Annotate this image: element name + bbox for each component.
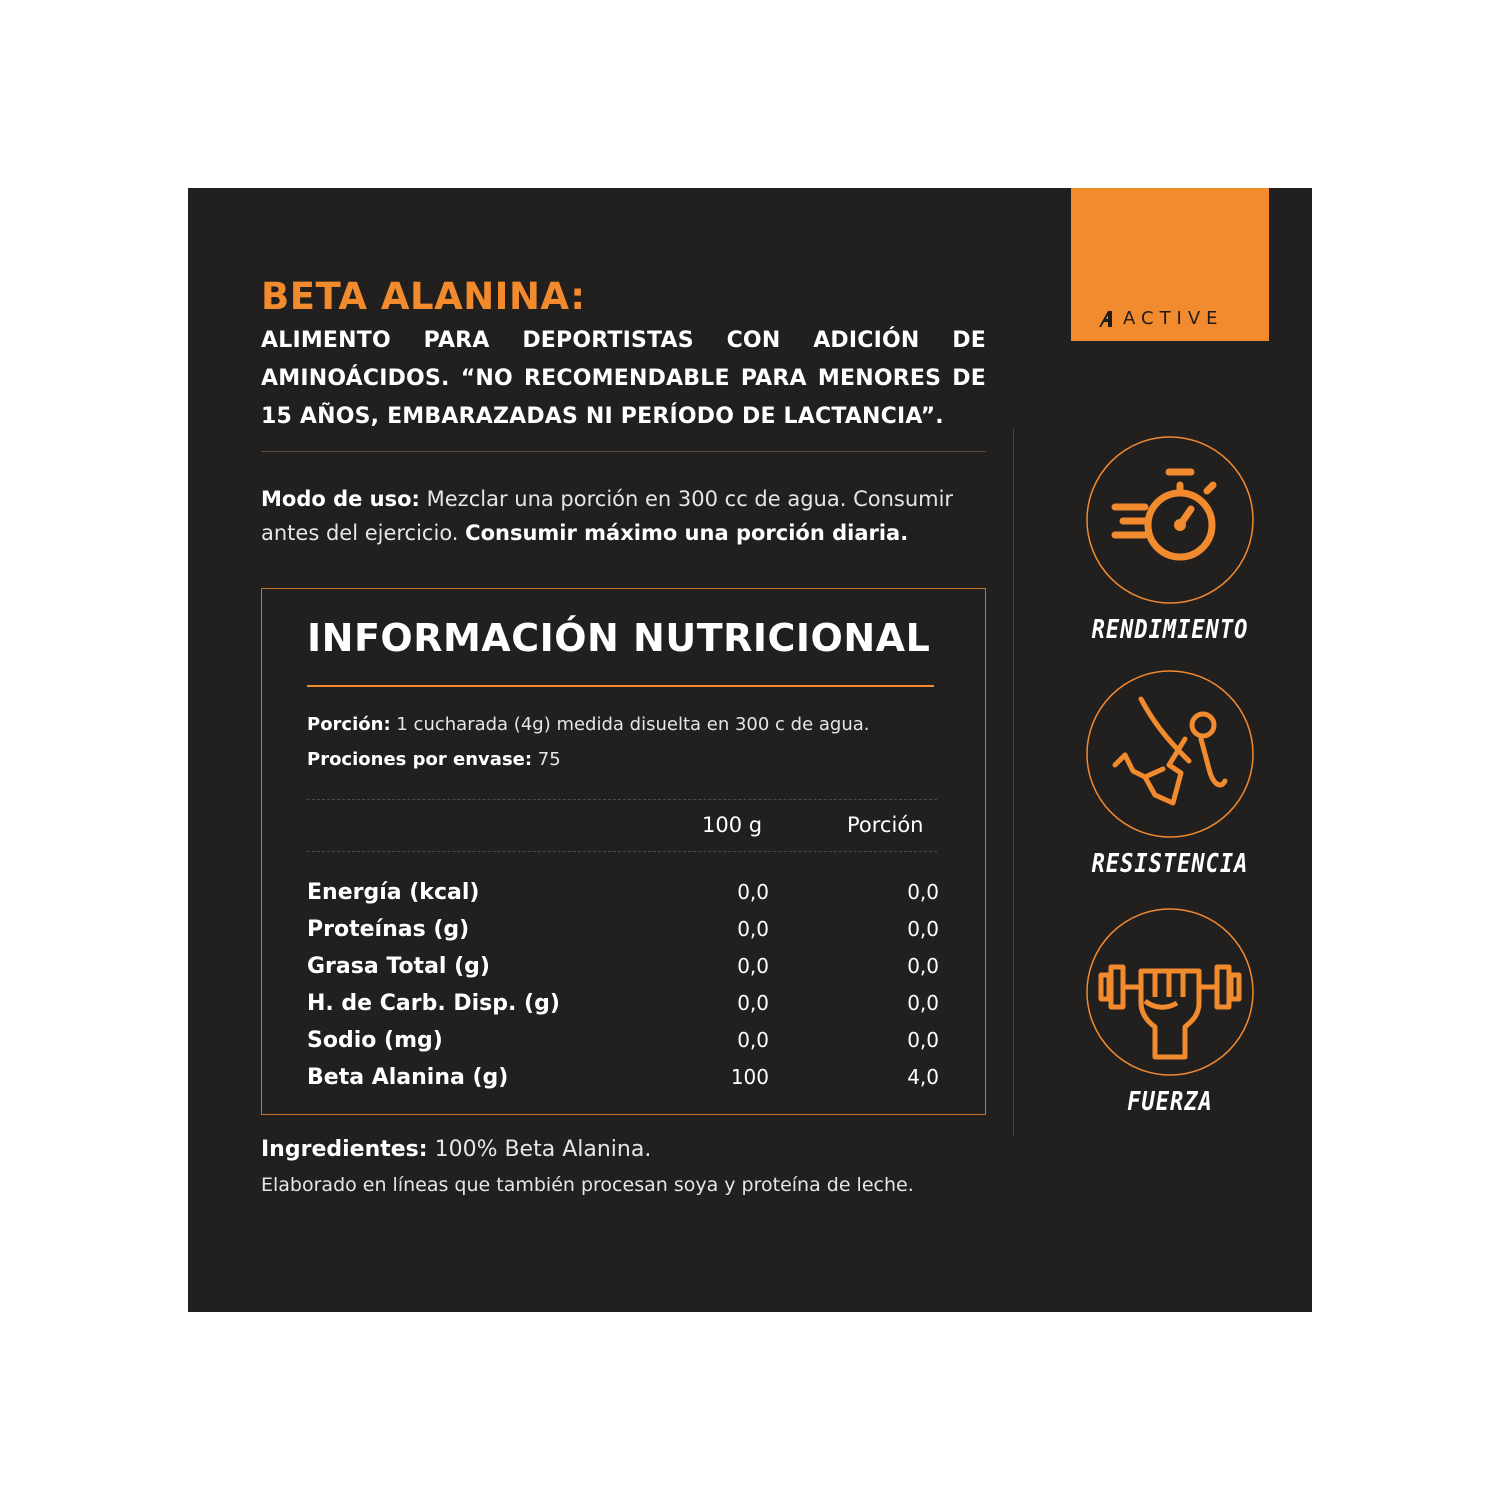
- value-per-100g: 0,0: [737, 954, 769, 978]
- value-per-portion: 0,0: [907, 1028, 939, 1052]
- brand-name: ACTIVE: [1123, 308, 1224, 329]
- table-row: [307, 911, 939, 948]
- usage-text: Mezclar una porción en 300 cc de agua. Consumir antes del ejercicio.: [261, 487, 954, 545]
- allergen-note: Elaborado en líneas que también procesan soya y proteína de leche.: [261, 1174, 914, 1196]
- benefit-fuerza: [1085, 907, 1255, 1117]
- ingredients: [261, 1132, 651, 1168]
- value-per-100g: 100: [730, 1065, 769, 1089]
- nutrient-name: Beta Alanina (g): [307, 1065, 509, 1090]
- benefit-resistencia: [1085, 669, 1255, 879]
- ingredients-value: 100% Beta Alanina.: [427, 1137, 652, 1162]
- vertical-divider: [1013, 428, 1014, 1136]
- stopwatch-speed-icon: [1085, 435, 1255, 605]
- nutrient-name: Sodio (mg): [307, 1028, 443, 1053]
- value-per-100g: 0,0: [737, 1028, 769, 1052]
- ingredients-label: Ingredientes:: [261, 1137, 428, 1162]
- brand-box: [1071, 188, 1269, 341]
- column-header-portion: Porción: [847, 813, 924, 837]
- a-logo-icon: [1099, 311, 1117, 327]
- value-per-100g: 0,0: [737, 991, 769, 1015]
- servings-line: [307, 742, 870, 777]
- table-row: [307, 948, 939, 985]
- value-per-portion: 4,0: [907, 1065, 939, 1089]
- nutrient-name: H. de Carb. Disp. (g): [307, 991, 560, 1016]
- dashed-divider: [307, 799, 937, 800]
- product-description: ALIMENTO PARA DEPORTISTAS CON ADICIÓN DE AMINOÁCIDOS. “NO RECOMENDABLE PARA MENORES DE 15 AÑOS, EMBARAZADAS NI PERÍODO DE LACTANCIA”.: [261, 328, 986, 429]
- benefit-label: FUERZA: [1127, 1088, 1213, 1117]
- dashed-divider: [307, 851, 937, 852]
- portion-label: Porción:: [307, 714, 391, 735]
- nutrient-name: Grasa Total (g): [307, 954, 490, 979]
- nutrition-rows: [307, 874, 939, 1096]
- benefit-rendimiento: [1085, 435, 1255, 645]
- nutrient-name: Energía (kcal): [307, 880, 480, 905]
- nutrition-title: INFORMACIÓN NUTRICIONAL: [307, 616, 931, 660]
- benefit-label: RENDIMIENTO: [1091, 616, 1249, 645]
- benefit-label: RESISTENCIA: [1091, 850, 1249, 879]
- value-per-100g: 0,0: [737, 917, 769, 941]
- value-per-100g: 0,0: [737, 880, 769, 904]
- value-per-portion: 0,0: [907, 917, 939, 941]
- column-header-100g: 100 g: [702, 813, 763, 837]
- servings-label: Prociones por envase:: [307, 749, 533, 770]
- table-row: [307, 1022, 939, 1059]
- usage-emphasis: Consumir máximo una porción diaria.: [465, 521, 909, 545]
- value-per-portion: 0,0: [907, 880, 939, 904]
- value-per-portion: 0,0: [907, 954, 939, 978]
- nutrition-title-rule: [307, 685, 934, 687]
- product-title: BETA ALANINA:: [261, 275, 586, 318]
- table-row: [307, 874, 939, 911]
- portion-info: [307, 707, 870, 777]
- servings-value: 75: [532, 749, 561, 770]
- usage-label: Modo de uso:: [261, 487, 420, 511]
- fist-dumbbell-icon: [1085, 907, 1255, 1077]
- nutrient-name: Proteínas (g): [307, 917, 470, 942]
- divider: [261, 451, 986, 452]
- rope-climber-icon: [1085, 669, 1255, 839]
- portion-value: 1 cucharada (4g) medida disuelta en 300 c de agua.: [390, 714, 870, 735]
- usage-instructions: [261, 482, 1001, 550]
- nutrition-facts-box: [261, 588, 986, 1115]
- table-row: [307, 985, 939, 1022]
- label-panel: [188, 188, 1312, 1312]
- value-per-portion: 0,0: [907, 991, 939, 1015]
- table-row: [307, 1059, 939, 1096]
- portion-line: [307, 707, 870, 742]
